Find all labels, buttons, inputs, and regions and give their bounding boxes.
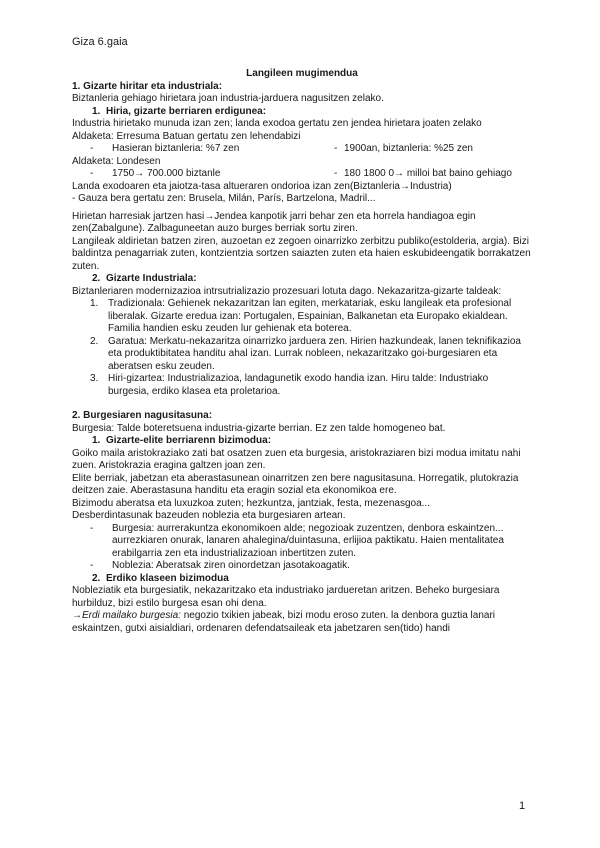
list-item [72,298,532,336]
subsection-1-2-heading [72,273,532,286]
paragraph [72,610,532,635]
row-cell: 1750→ 700.000 biztanle [112,168,221,179]
paragraph: - Gauza bera gertatu zen: Brusela, Milán, París, Bartzelona, Madril... [72,193,376,204]
paragraph: Langileak aldirietan batzen ziren, auzoetan ez zegoen oinarrizko zerbitzu publiko(estolderia, argia). Bizi baldintza penagarriak zuten, kontzientzia sortzen saiazten zuten eta haien eskubideengatik borrakatzen zuten. [72,235,531,272]
italic-term: →Erdi mailako burgesia: [72,610,181,621]
row-cell: 180 1800 0→ milloi bat baino gehiago [344,168,512,179]
list-text: Hiri-gizartea: Industrializazioa, landagunetik exodo handia izan. Hiru talde: Industriako burgesia, erdiko klasea eta proletarioa. [108,373,489,397]
dash-bullet: - [90,560,94,571]
dash-bullet: - [90,168,94,179]
subsection-title: Erdiko klaseen bizimodua [106,572,229,584]
document-body [72,68,532,635]
subsection-1-1-heading [72,106,532,119]
bullet-text: Burgesia: aurrerakuntza ekonomikoen alde; negozioak zuzentzen, denbora eskaintzen... aurrezkiaren onurak, lanaren ahalegina/duintasuna, erlijioa paktikatu. Haien mentalitatea erabilgarria zen eta industrializazioan inbertitzen zuten. [112,522,504,559]
spacer [72,398,532,410]
dash-bullet: - [334,143,338,154]
page-header: Giza 6.gaia [72,36,128,48]
subsection-title: Gizarte Industriala: [106,273,197,284]
list-item [72,336,532,374]
subsection-number: 2. [92,572,101,584]
subsection-number: 1. [92,435,101,446]
subsection-number: 2. [92,273,101,284]
bullet-text: Noblezia: Aberatsak ziren oinordetzan jasotakoagatik. [112,560,350,571]
paragraph: Desberdintasunak bazeuden noblezia eta burgesiaren artean. [72,510,346,521]
paragraph: Biztanleriaren modernizazioa intrsutrializazio prozesuari lotuta dago. Nekazaritza-gizarte taldeak: [72,285,502,297]
list-number: 2. [90,335,99,347]
paragraph: Hirietan harresiak jartzen hasi→Jendea kanpotik jarri behar zen eta horrela handiagoa egin zen(Zabalgune). Zalbaguneetan auzo burges berriak sortu ziren. [72,210,476,234]
subsection-number: 1. [92,105,101,117]
section-2-heading: 2. Burgesiaren nagusitasuna: [72,410,213,421]
subsection-title: Hiria, gizarte berriaren erdigunea: [106,105,267,117]
data-row [72,143,532,156]
list-number: 3. [90,373,99,384]
paragraph-rest: negozio txikien jabeak, bizi modu eroso zuten. la denbora guztia lanari eskaintzen, gutxi aisialdiari, ordenaren defendatsaileak eta jabetzaren sen(tido) handi [72,610,496,634]
paragraph: Aldaketa: Erresuma Batuan gertatu zen lehendabizi [72,130,301,142]
bullet-item [72,560,532,573]
paragraph: Bizimodu aberatsa eta luxuzkoa zuten; hezkuntza, jantziak, festa, mezenasgoa... [72,497,430,509]
section-1-heading: 1. Gizarte hiritar eta industriala: [72,80,223,92]
document-title: Langileen mugimendua [246,68,358,79]
paragraph: Aldaketa: Londesen [72,155,161,167]
page-number: 1 [519,800,526,812]
subsection-title: Gizarte-elite berriarenn bizimodua: [106,435,272,446]
list-number: 1. [90,298,99,309]
dash-bullet: - [334,168,338,179]
paragraph: Nobleziatik eta burgesiatik, nekazaritzako eta industriako jardueretan aritzen. Beheko burgesiara hurbilduz, bizi estilo burgesa esan ohi dena. [72,585,500,609]
data-row [72,168,532,181]
row-cell: 1900an, biztanleria: %25 zen [344,143,473,154]
row-cell: Hasieran biztanleria: %7 zen [112,143,240,154]
subsection-2-2-heading [72,573,532,586]
list-text: Tradizionala: Gehienek nekazaritzan lan egiten, merkatariak, esku langileak eta profesional liberalak. Gizarte eredua izan: Portugalen, Espainian, Balkanetan eta Europako ekialdean. Familia handien esku zeuden lur gehienak eta boterea. [108,298,512,334]
paragraph: Industria hirietako munuda izan zen; landa exodoa gertatu zen jendea hirietara joaten zelako [72,118,482,129]
list-item [72,373,532,398]
paragraph: Landa exodoaren eta jaiotza-tasa altueraren ondorioa izan zen(Biztanleria→Industria) [72,180,452,192]
row-cell-wrap [334,168,512,181]
paragraph: Elite berriak, jabetzan eta aberastasunean oinarritzen zen bere nagusitasuna. Horregatik, plutokrazia deitzen zaie. Aberastasuna handitu eta eragin sozial eta ekonomikoa ere. [72,472,519,496]
subsection-2-1-heading [72,435,532,448]
list-text: Garatua: Merkatu-nekazaritza oinarrizko jarduera zen. Hirien hazkundeak, lanen teknifikazioa eta produktibitatea handitu ahal izan. Lurrak nobleen, nekazaritzako goi-burgesiaren eta aberatsen esku zeuden. [108,335,521,372]
paragraph: Goiko maila aristokraziako zati bat osatzen zuen eta burgesia, aristokraziaren bizi modua imitatu nahi zuen. Aristokrazia eragina galtzen joan zen. [72,447,521,471]
section-1-intro: Biztanleria gehiago hirietara joan industria-jarduera nagusitzen zelako. [72,93,384,104]
section-2-intro: Burgesia: Talde boteretsuena industria-gizarte berrian. Ez zen talde homogeneo bat. [72,422,446,434]
row-cell-wrap [334,143,473,156]
dash-bullet: - [90,143,94,154]
dash-bullet: - [90,522,94,534]
bullet-item [72,523,532,561]
